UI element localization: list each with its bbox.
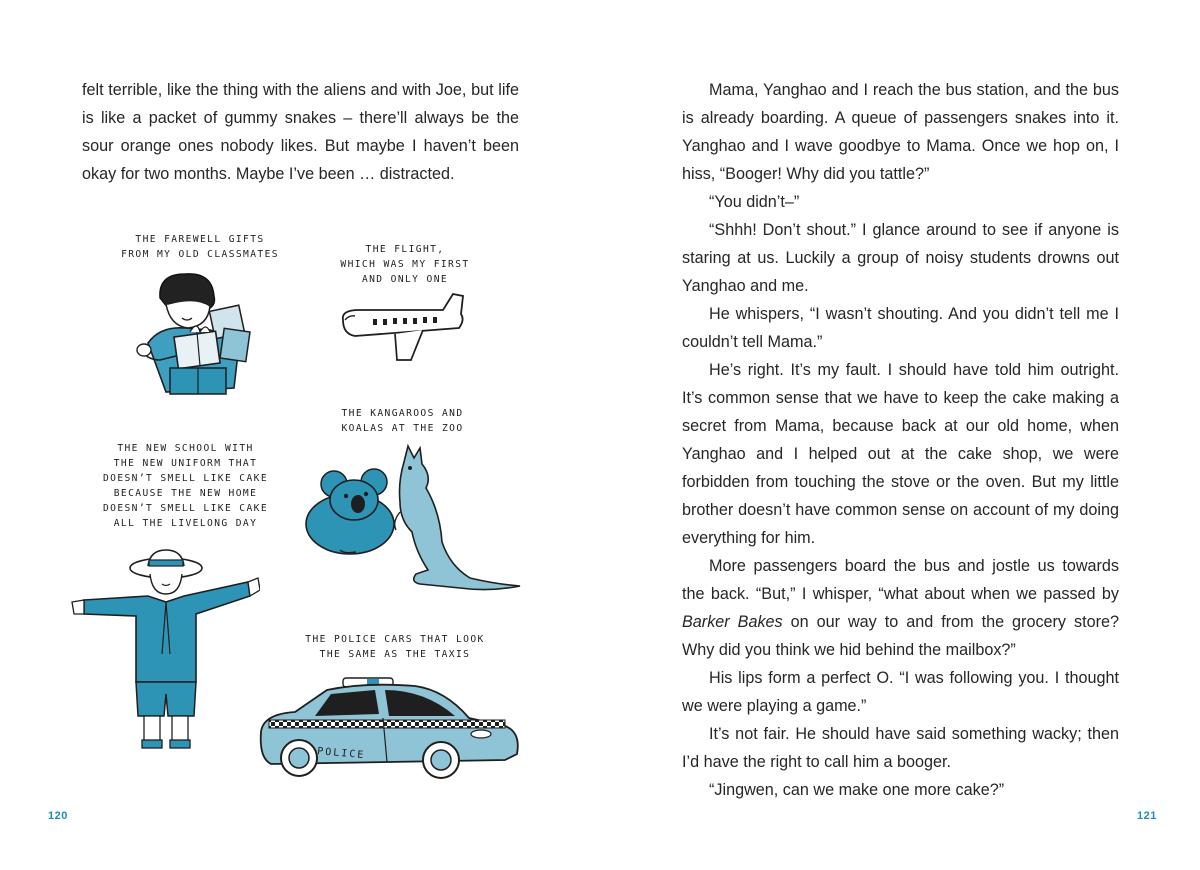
right-page-text [682,76,1119,804]
caption-farewell-gifts: THE FAREWELL GIFTS FROM MY OLD CLASSMATES [121,234,279,260]
police-car-text: POLICE [316,746,366,762]
caption-police-cars: THE POLICE CARS THAT LOOK THE SAME AS THE TAXIS [305,634,485,660]
caption-flight: THE FLIGHT, WHICH WAS MY FIRST AND ONLY ONE [340,244,470,285]
boy-with-gifts-illustration [130,268,260,398]
paragraph: It’s not fair. He should have said something wacky; then I’d have the right to call him a booger. [682,725,1119,771]
caption-new-school: THE NEW SCHOOL WITH THE NEW UNIFORM THAT DOESN’T SMELL LIKE CAKE BECAUSE THE NEW HOME DOESN’T SMELL LIKE CAKE ALL THE LIVELONG DAY [102,443,269,529]
school-uniform-illustration [70,544,260,754]
paragraph: “Shhh! Don’t shout.” I glance around to see if anyone is staring at us. Luckily a group of noisy students drowns out Yanghao and me. [682,221,1119,295]
bakery-name: Barker Bakes [682,613,783,631]
page-number-left: 120 [48,810,68,822]
paragraph: “Jingwen, can we make one more cake?” [709,781,1005,799]
koala-kangaroo-illustration [300,442,525,592]
paragraph: Mama, Yanghao and I reach the bus station, and the bus is already boarding. A queue of passengers snakes into it. Yanghao and I wave goodbye to Mama. Once we hop on, I hiss, “Booger! Why did you tattle?” [682,81,1119,183]
left-page-text [82,76,519,188]
police-car-illustration [255,674,523,786]
airplane-illustration [335,290,470,365]
paragraph: His lips form a perfect O. “I was following you. I thought we were playing a game.” [682,669,1119,715]
page-number-right: 121 [1137,810,1157,822]
paragraph: “You didn’t–” [709,193,800,211]
paragraph: felt terrible, like the thing with the aliens and with Joe, but life is like a packet of gummy snakes – there’ll always be the sour orange ones nobody likes. But maybe I haven’t been okay for two months. Maybe I’ve been … distracted. [82,81,519,183]
caption-kangaroos-koalas: THE KANGAROOS AND KOALAS AT THE ZOO [341,408,464,434]
paragraph: More passengers board the bus and jostle us towards the back. “But,” I whisper, “what about when we passed by Barker Bakes on our way to and from the grocery store? Why did you think we hid behind the mailbox?” [682,557,1119,659]
paragraph: He whispers, “I wasn’t shouting. And you didn’t tell me I couldn’t tell Mama.” [682,305,1119,351]
paragraph: He’s right. It’s my fault. I should have told him outright. It’s common sense that we have to keep the cake making a secret from Mama, because back at our old home, when Yanghao and I helped out at the cake shop, we were forbidden from touching the stove or the oven. But my little brother doesn’t have common sense on account of my doing everything for him. [682,361,1119,547]
right-page [600,0,1200,870]
